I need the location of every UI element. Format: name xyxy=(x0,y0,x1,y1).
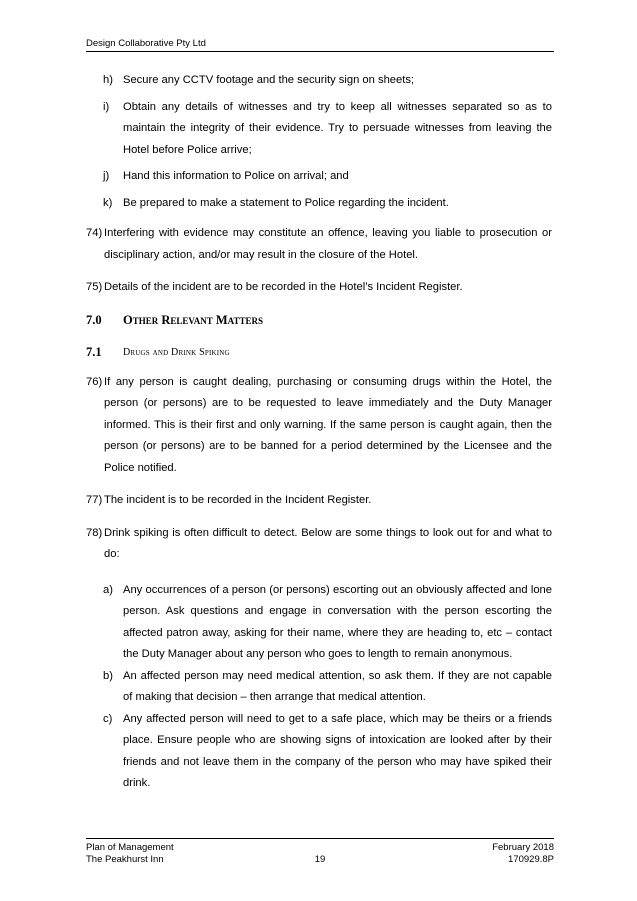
footer-right xyxy=(492,842,554,866)
list-text: Secure any CCTV footage and the security sign on sheets; xyxy=(123,74,415,86)
list-text: An affected person may need medical attention, so ask them. If they are not capable of making that decision – then arrange that medical attention. xyxy=(123,669,552,703)
paragraph-text: The incident is to be recorded in the Incident Register. xyxy=(104,494,372,506)
list-item xyxy=(86,193,552,215)
paragraph-number: 75) xyxy=(86,281,103,293)
list-text: Any affected person will need to get to a safe place, which may be theirs or a friends place. Ensure people who are showing signs of intoxication are looked after by their friends and not leave them in the company of the person who may have spiked their drink. xyxy=(123,712,552,789)
section-heading xyxy=(86,310,552,332)
list-item xyxy=(86,166,552,188)
subsection-number: 7.1 xyxy=(86,345,102,359)
list-label: a) xyxy=(103,583,113,596)
list-label: k) xyxy=(103,196,113,209)
subsection-heading xyxy=(86,342,552,364)
paragraph-text: Drink spiking is often difficult to detect. Below are some things to look out for and what to do: xyxy=(104,526,552,560)
document-reference: 170929.8P xyxy=(508,854,554,865)
paragraph-number: 77) xyxy=(86,494,103,506)
subsection-title: Drugs and Drink Spiking xyxy=(123,347,230,358)
list-label: j) xyxy=(103,170,110,182)
document-title: Plan of Management xyxy=(86,842,174,853)
paragraph-text: If any person is caught dealing, purchasing or consuming drugs within the Hotel, the person (or persons) are to be requested to leave immediately and the Duty Manager informed. This is their first and only warning. If the same person is caught again, then the person (or persons) are to be banned for a period determined by the Licensee and the Police notified. xyxy=(104,375,552,474)
section-title: Other Relevant Matters xyxy=(123,312,263,327)
company-name: Design Collaborative Pty Ltd xyxy=(86,38,206,49)
list-item xyxy=(86,97,552,162)
paragraph-75 xyxy=(86,277,552,299)
page-number: 19 xyxy=(314,854,326,865)
list-label: b) xyxy=(103,669,113,682)
document-date: February 2018 xyxy=(492,842,554,853)
page-header xyxy=(86,38,554,49)
paragraph-text: Interfering with evidence may constitute an offence, leaving you liable to prosecution or disciplinary action, and/or may result in the closure of the Hotel. xyxy=(104,227,552,261)
document-body xyxy=(86,70,552,795)
list-text: Be prepared to make a statement to Police regarding the incident. xyxy=(123,196,449,209)
list-label: c) xyxy=(103,712,113,725)
header-divider xyxy=(86,51,554,52)
footer-divider xyxy=(86,838,554,839)
list-label: i) xyxy=(103,100,110,113)
venue-name: The Peakhurst Inn xyxy=(86,854,164,865)
paragraph-number: 76) xyxy=(86,375,103,388)
list-label: h) xyxy=(103,74,113,86)
list-text: Obtain any details of witnesses and try to keep all witnesses separated so as to maintain the integrity of their evidence. Try to persuade witnesses from leaving the Hotel before Police arrive; xyxy=(123,100,552,156)
paragraph-78 xyxy=(86,523,552,566)
list-item xyxy=(86,70,552,92)
paragraph-74 xyxy=(86,223,552,266)
paragraph-number: 78) xyxy=(86,526,103,539)
paragraph-77 xyxy=(86,490,552,512)
section-number: 7.0 xyxy=(86,312,102,327)
list-item xyxy=(86,580,552,666)
paragraph-number: 74) xyxy=(86,227,103,239)
paragraph-76 xyxy=(86,372,552,480)
list-text: Any occurrences of a person (or persons) escorting out an obviously affected and lone person. Ask questions and engage in conversation with the person escorting the affected patron away, asking for their name, where they are heading to, etc – contact the Duty Manager about any person who goes to length to remain anonymous. xyxy=(123,583,552,660)
list-text: Hand this information to Police on arrival; and xyxy=(123,170,349,182)
list-item xyxy=(86,666,552,709)
list-item xyxy=(86,709,552,795)
paragraph-text: Details of the incident are to be recorded in the Hotel’s Incident Register. xyxy=(104,281,463,293)
